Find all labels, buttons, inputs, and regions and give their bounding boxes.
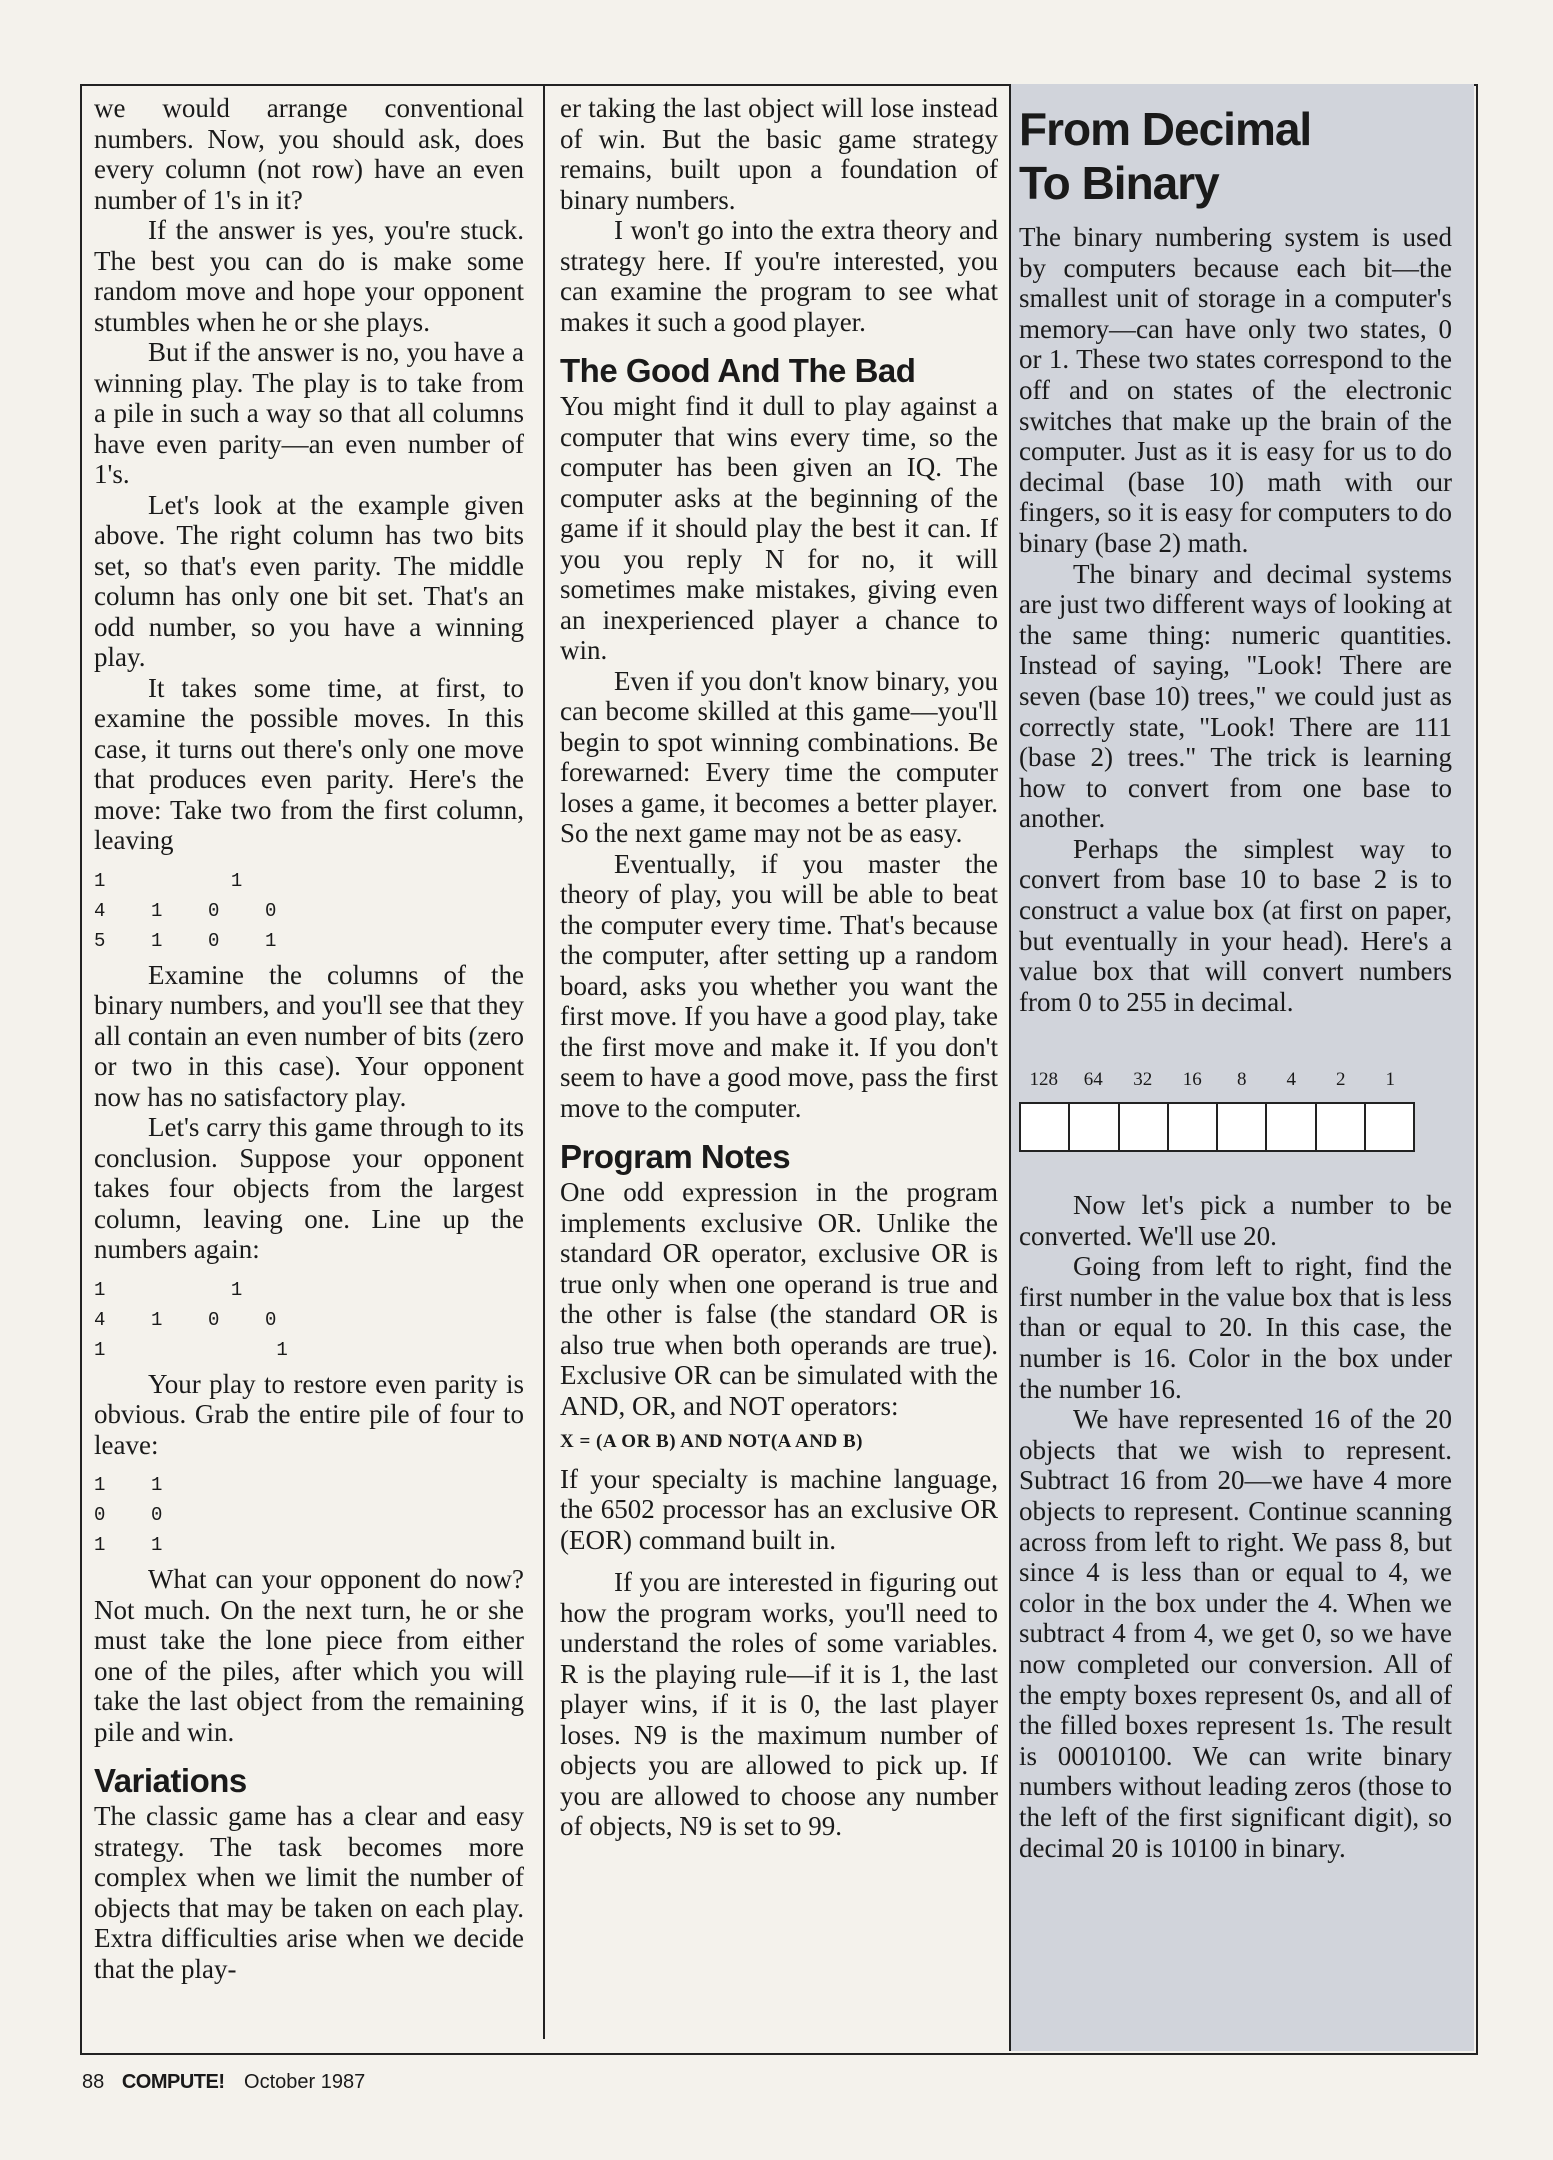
sidebar-title xyxy=(1019,102,1452,210)
sidebar-title-line-1: From Decimal xyxy=(1019,103,1312,155)
value-box-label: 16 xyxy=(1182,1069,1202,1091)
value-box-label: 1 xyxy=(1385,1069,1395,1091)
binary-table-2: 1 1 4 1 0 0 1 1 xyxy=(94,1278,288,1361)
value-box-label: 32 xyxy=(1133,1069,1153,1091)
paragraph: What can your opponent do now? Not much. On the next turn, he or she must take the lone piece from either one of the piles, after which you will take the last object from the remaining pile and win. xyxy=(94,1564,524,1747)
paragraph: You might find it dull to play against a computer that wins every time, so the computer has been given an IQ. The computer asks at the beginning of the game if it should play the best it can. If you you reply N for no, it will sometimes make mistakes, giving even an inexperienced player a chance to win. xyxy=(560,391,998,665)
paragraph: Let's look at the example given above. The right column has two bits set, so that's even parity. The middle column has only one bit set. That's an odd number, so you have a winning play. xyxy=(94,489,524,672)
xor-formula: X = (A OR B) AND NOT(A AND B) xyxy=(560,1431,863,1452)
sidebar-decimal-to-binary xyxy=(1011,84,1474,2051)
paragraph: The classic game has a clear and easy strategy. The task becomes more complex when we limit the number of objects that may be taken on each play. Extra difficulties arise when we decide that the play- xyxy=(94,1801,524,1984)
value-box-cell xyxy=(1169,1104,1218,1150)
value-box-label: 8 xyxy=(1237,1069,1247,1091)
value-box-cell xyxy=(1120,1104,1169,1150)
value-box-cell xyxy=(1218,1104,1267,1150)
magazine-name: COMPUTE! xyxy=(121,2071,225,2093)
section-heading-program-notes: Program Notes xyxy=(560,1138,791,1175)
paragraph: Now let's pick a number to be converted. We'll use 20. xyxy=(1019,1190,1452,1251)
value-box-label: 64 xyxy=(1083,1069,1103,1091)
paragraph: If the answer is yes, you're stuck. The best you can do is make some random move and hope your opponent stumbles when he or she plays. xyxy=(94,215,524,337)
page-footer xyxy=(82,2071,365,2094)
paragraph: The binary and decimal systems are just two different ways of looking at the same thing: numeric quantities. Instead of saying, "Look! There are seven (base 10) trees," we could just as correctly state, "Look! There are 111 (base 2) trees." The trick is learning how to convert from one base to another. xyxy=(1019,558,1452,834)
value-box-labels xyxy=(1019,1065,1452,1096)
binary-table-3: 1 1 0 0 1 1 xyxy=(94,1474,163,1556)
column-rule-1 xyxy=(543,84,545,2039)
value-box-cell xyxy=(1021,1104,1070,1150)
paragraph: I won't go into the extra theory and strategy here. If you're interested, you can examine the program to see what makes it such a good player. xyxy=(560,215,998,337)
value-box-label: 128 xyxy=(1029,1069,1058,1091)
value-box-cell xyxy=(1366,1104,1413,1150)
paragraph: Eventually, if you master the theory of play, you will be able to beat the computer every time. That's because the computer, after setting up a random board, asks you whether you want the first move. If you have a good play, take the first move and make it. If you don't seem to have a good move, pass the first move to the computer. xyxy=(560,848,998,1123)
paragraph: Examine the columns of the binary numbers, and you'll see that they all contain an even number of bits (zero or two in this case). Your opponent now has no satisfactory play. xyxy=(94,959,525,1112)
value-box-label: 2 xyxy=(1336,1069,1346,1091)
paragraph: Going from left to right, find the first number in the value box that is less than or equal to 20. In this case, the number is 16. Color in the box under the number 16. xyxy=(1019,1251,1452,1404)
value-box-cells xyxy=(1019,1102,1415,1152)
page-number: 88 xyxy=(82,2071,105,2093)
value-box-cell xyxy=(1317,1104,1366,1150)
paragraph: we would arrange conventional numbers. Now, you should ask, does every column (not row) have an even number of 1's in it? xyxy=(94,93,524,215)
paragraph: Perhaps the simplest way to convert from base 10 to base 2 is to construct a value box (at first on paper, but eventually in your head). Here's a value box that will convert numbers from 0 to 255 in decimal. xyxy=(1019,833,1452,1017)
paragraph: er taking the last object will lose instead of win. But the basic game strategy remains, built upon a foundation of binary numbers. xyxy=(560,93,998,215)
value-box-label: 4 xyxy=(1286,1069,1296,1091)
paragraph: If your specialty is machine language, the 6502 processor has an exclusive OR (EOR) command built in. xyxy=(560,1463,998,1555)
section-heading-variations: Variations xyxy=(94,1762,247,1799)
section-heading-good-and-bad: The Good And The Bad xyxy=(560,352,916,389)
binary-table-1: 1 1 4 1 0 0 5 1 0 1 xyxy=(94,869,277,952)
paragraph: One odd expression in the program implements exclusive OR. Unlike the standard OR operator, exclusive OR is true only when one operand is true and the other is false (the standard OR is also true when both operands are true). Exclusive OR can be simulated with the AND, OR, and NOT operators: xyxy=(560,1177,998,1421)
value-box-cell xyxy=(1267,1104,1316,1150)
paragraph: Even if you don't know binary, you can become skilled at this game—you'll begin to spot winning combinations. Be forewarned: Every time the computer loses a game, it becomes a better player. So the next game may not be as easy. xyxy=(560,665,998,848)
paragraph: If you are interested in figuring out how the program works, you'll need to understand the roles of some variables. R is the playing rule—if it is 1, the last player wins, if it is 0, the last player loses. N9 is the maximum number of objects you are allowed to pick up. If you are allowed to choose any number of objects, N9 is set to 99. xyxy=(560,1567,998,1841)
paragraph: Your play to restore even parity is obvious. Grab the entire pile of four to leave: xyxy=(94,1368,524,1460)
article-column-2 xyxy=(550,84,1010,2051)
article-column-1 xyxy=(82,84,536,2051)
paragraph: But if the answer is no, you have a winning play. The play is to take from a pile in such a way so that all columns have even parity—an even number of 1's. xyxy=(94,337,524,489)
issue-date: October 1987 xyxy=(244,2071,366,2093)
paragraph: It takes some time, at first, to examine the possible moves. In this case, it turns out there's only one move that produces even parity. Here's the move: Take two from the first column, leaving xyxy=(94,672,524,855)
sidebar-title-line-2: To Binary xyxy=(1019,157,1219,209)
value-box-cell xyxy=(1070,1104,1119,1150)
paragraph: Let's carry this game through to its conclusion. Suppose your opponent takes four objects from the largest column, leaving one. Line up the numbers again: xyxy=(94,1112,524,1264)
paragraph: We have represented 16 of the 20 objects that we wish to represent. Subtract 16 from 20—we have 4 more objects to represent. Continue scanning across from left to right. We pass 8, but since 4 is less than or equal to 4, we color in the box under the 4. When we subtract 4 from 4, we get 0, so we have now completed our conversion. All of the empty boxes represent 0s, and all of the filled boxes represent 1s. The result is 00010100. We can write binary numbers without leading zeros (those to the left of the first significant digit), so decimal 20 is 10100 in binary. xyxy=(1019,1404,1452,1863)
paragraph: The binary numbering system is used by computers because each bit—the smallest unit of storage in a computer's memory—can have only two states, 0 or 1. These two states correspond to the off and on states of the electronic switches that make up the brain of the computer. Just as it is easy for us to do decimal (base 10) math with our fingers, so it is easy for computers to do binary (base 2) math. xyxy=(1019,222,1452,558)
